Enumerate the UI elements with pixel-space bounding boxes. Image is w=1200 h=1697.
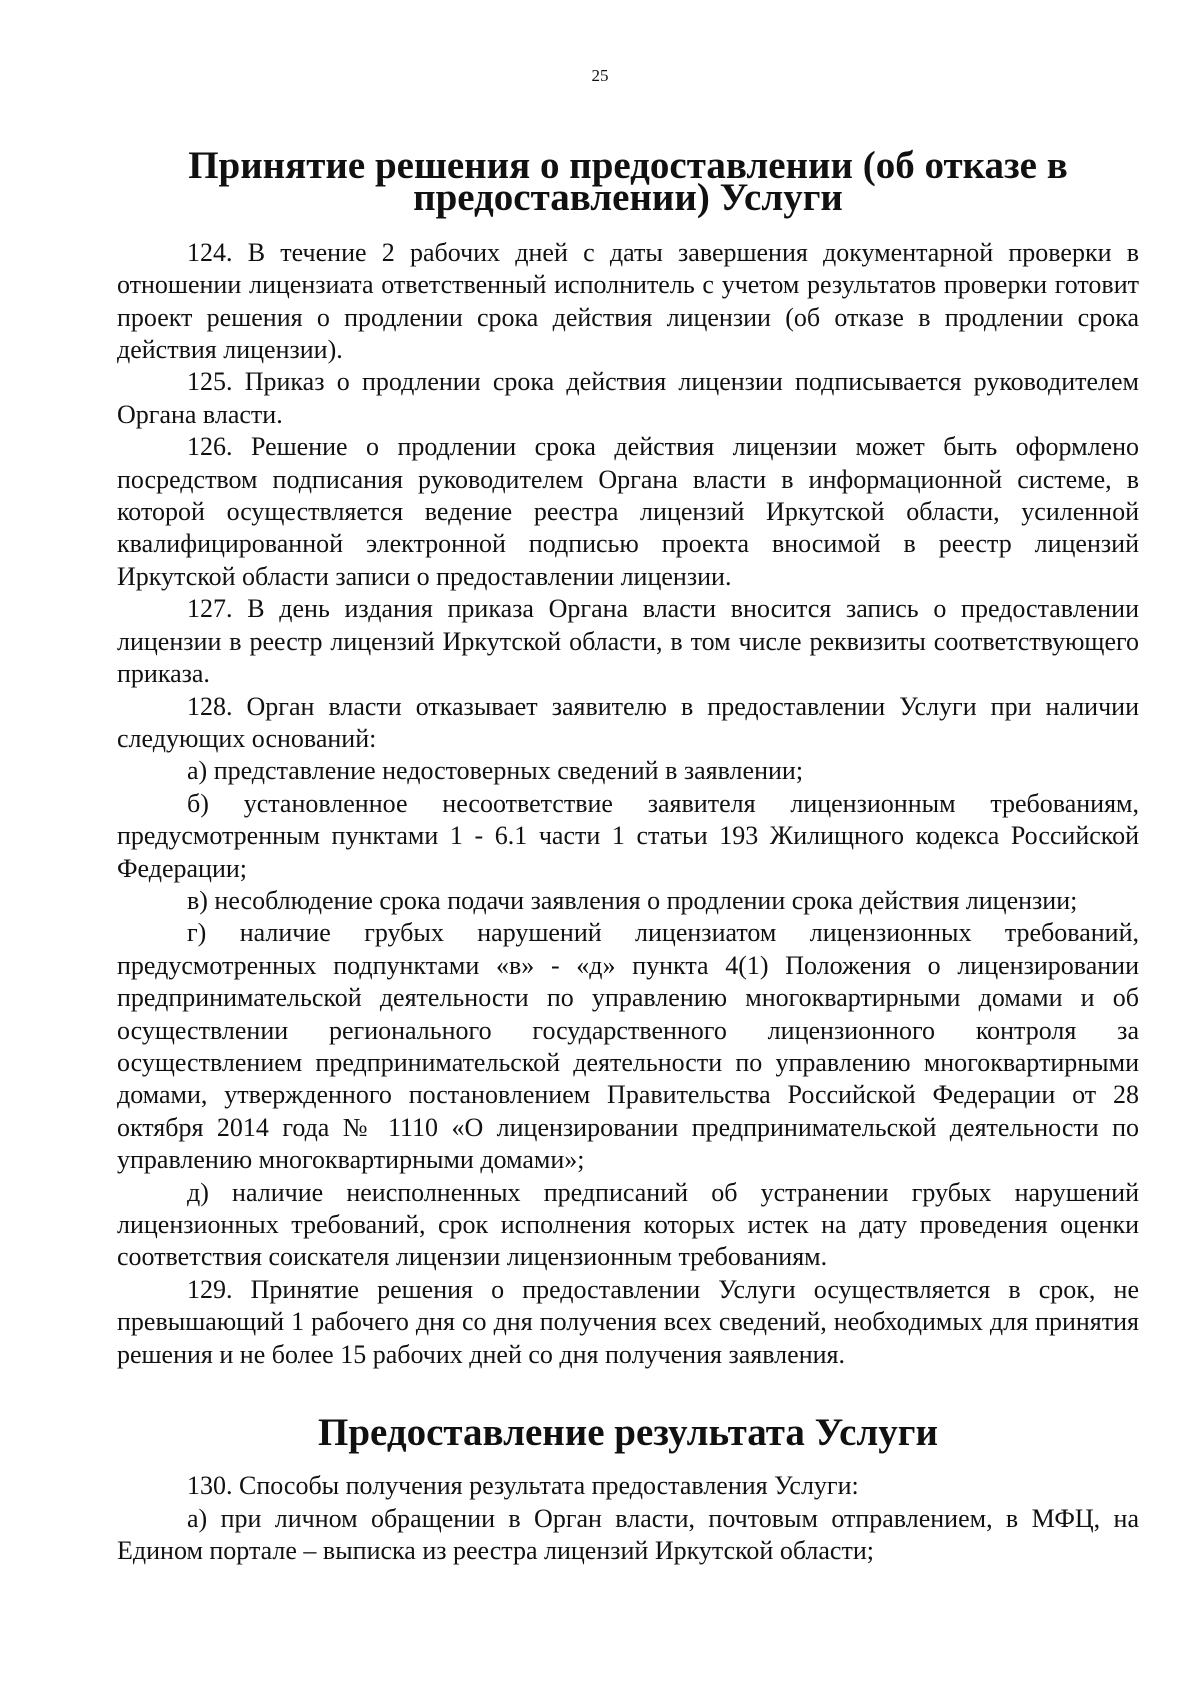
paragraph-128-g: г) наличие грубых нарушений лицензиатом лицензионных требований, предусмотренных подпунктами «в» - «д» пункта 4(1) Положения о лицензировании предпринимательской деятельности по управлению многоквартирными домами и об осуществлении регионального государственного лицензионного контроля за осуществлением предпринимательской деятельности по управлению многоквартирными домами, утвержденного постановлением Правительства Российской Федерации от 28 октября 2014 года № 1110 «О лицензировании предпринимательской деятельности по управлению многоквартирными домами»; (117, 918, 1139, 1175)
paragraph-128-a: а) представление недостоверных сведений в заявлении; (187, 756, 804, 786)
paragraph-129: 129. Принятие решения о предоставлении Услуги осуществляется в срок, не превышающий 1 рабочего дня со дня получения всех сведений, необходимых для принятия решения и не более 15 рабочих дней со дня получения заявления. (117, 1274, 1139, 1369)
page-number: 25 (591, 66, 609, 85)
paragraph-128-b: б) установленное несоответствие заявителя лицензионным требованиям, предусмотренным пунктами 1 - 6.1 части 1 статьи 193 Жилищного кодекса Российской Федерации; (117, 788, 1139, 883)
document-body (117, 144, 1139, 1568)
section-heading-decision: Принятие решения о предоставлении (об отказе в предоставлении) Услуги (188, 144, 1068, 220)
section-heading-result: Предоставление результата Услуги (318, 1411, 938, 1455)
paragraph-128-d: д) наличие неисполненных предписаний об устранении грубых нарушений лицензионных требований, срок исполнения которых истек на дату проведения оценки соответствия соискателя лицензии лицензионным требованиям. (117, 1177, 1139, 1272)
paragraph-126: 126. Решение о продлении срока действия лицензии может быть оформлено посредством подписания руководителем Органа власти в информационной системе, в которой осуществляется ведение реестра лицензий Иркутской области, усиленной квалифицированной электронной подписью проекта вносимой в реестр лицензий Иркутской области записи о предоставлении лицензии. (117, 432, 1139, 591)
paragraph-124: 124. В течение 2 рабочих дней с даты завершения документарной проверки в отношении лицензиата ответственный исполнитель с учетом результатов проверки готовит проект решения о продлении срока действия лицензии (об отказе в продлении срока действия лицензии). (117, 237, 1139, 365)
paragraph-125: 125. Приказ о продлении срока действия лицензии подписывается руководителем Органа власти. (117, 367, 1139, 429)
paragraph-128: 128. Орган власти отказывает заявителю в предоставлении Услуги при наличии следующих оснований: (117, 691, 1139, 753)
paragraph-128-v: в) несоблюдение срока подачи заявления о продлении срока действия лицензии; (187, 885, 1078, 915)
paragraph-130-a: а) при личном обращении в Орган власти, почтовым отправлением, в МФЦ, на Едином портале – выписка из реестра лицензий Иркутской области; (117, 1503, 1139, 1566)
paragraph-130: 130. Способы получения результата предоставления Услуги: (187, 1471, 859, 1501)
paragraph-127: 127. В день издания приказа Органа власти вносится запись о предоставлении лицензии в реестр лицензий Иркутской области, в том числе реквизиты соответствующего приказа. (117, 594, 1139, 689)
